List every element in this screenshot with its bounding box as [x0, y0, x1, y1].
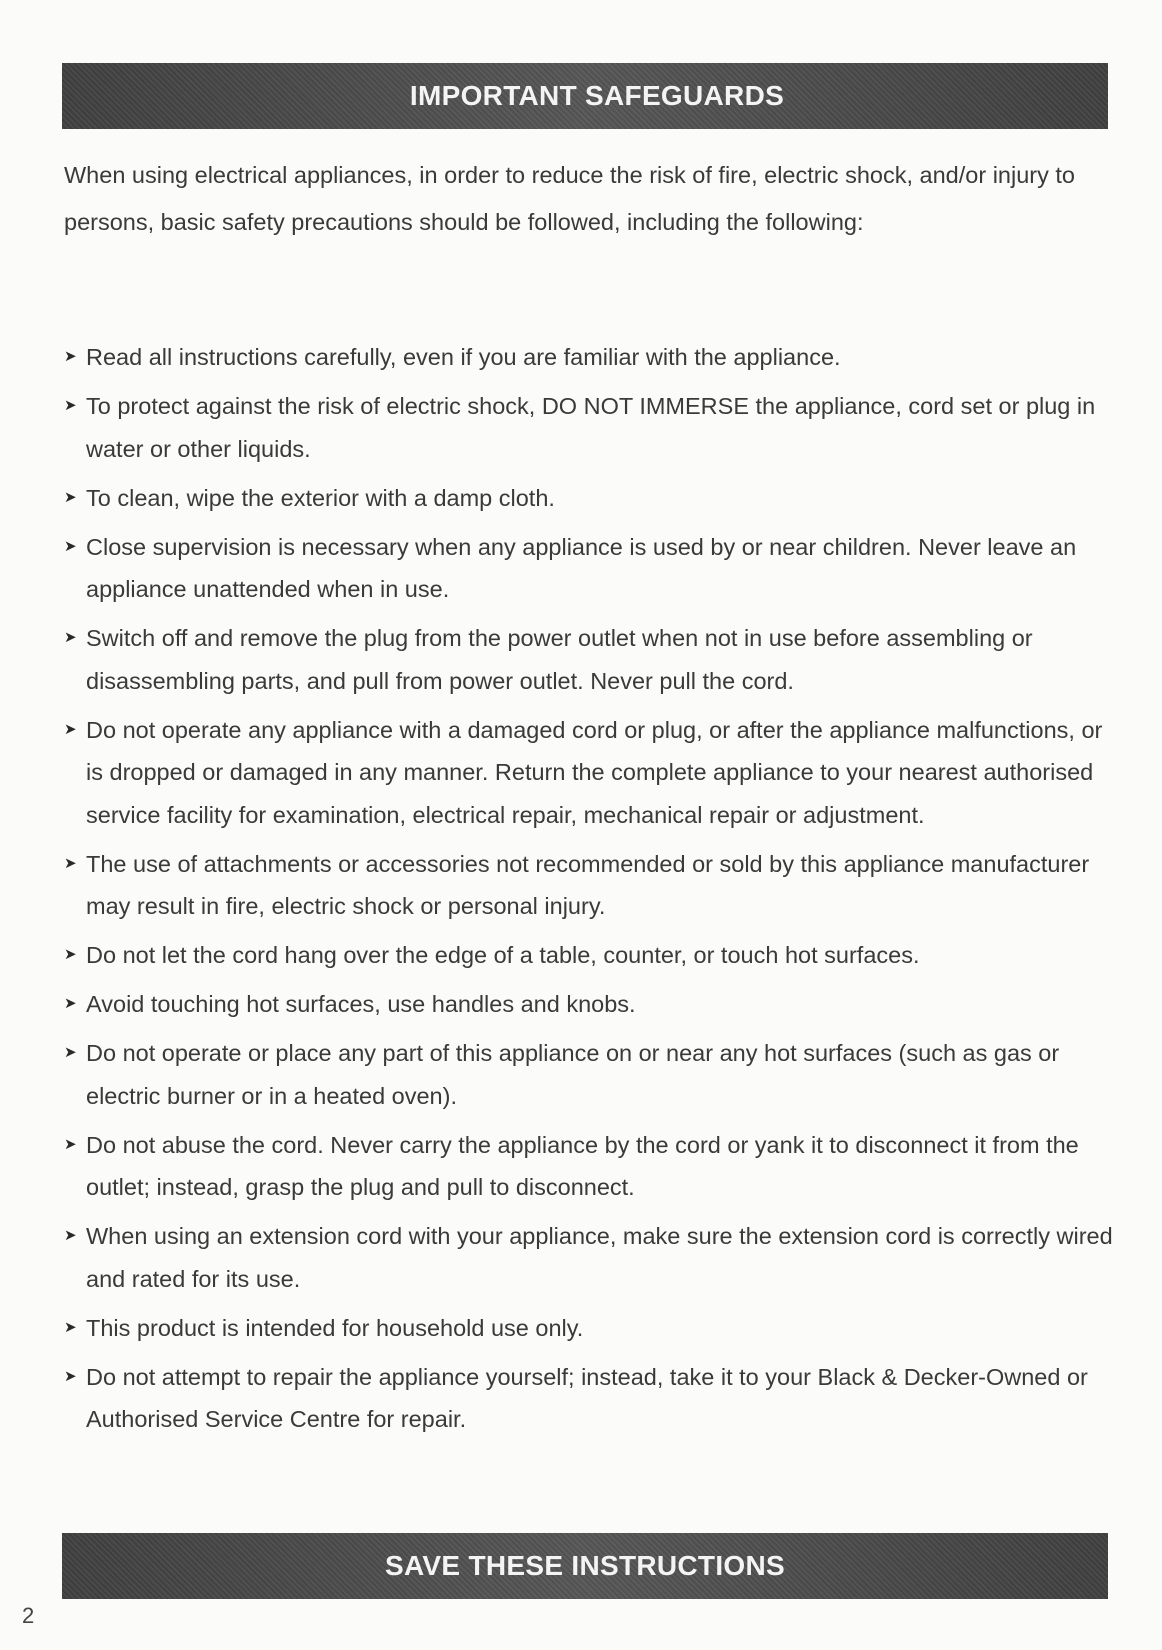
list-item-text: This product is intended for household use only. — [86, 1314, 584, 1341]
header-banner — [62, 63, 1108, 129]
list-item — [64, 477, 1124, 520]
list-item-text: Do not abuse the cord. Never carry the appliance by the cord or yank it to disconnect it from the outlet; instead, grasp the plug and pull to disconnect. — [86, 1131, 1079, 1200]
list-item — [64, 385, 1124, 470]
footer-banner — [62, 1533, 1108, 1599]
page-number: 2 — [22, 1603, 35, 1628]
list-item-text: When using an extension cord with your appliance, make sure the extension cord is correctly wired and rated for its use. — [86, 1223, 1113, 1292]
list-item — [64, 843, 1124, 928]
arrow-bullet-icon: ➤ — [64, 488, 77, 506]
list-item-text: Switch off and remove the plug from the power outlet when not in use before assembling or disassembling parts, and pull from power outlet. Never pull the cord. — [86, 625, 1033, 694]
list-item — [64, 526, 1124, 611]
arrow-bullet-icon: ➤ — [64, 629, 77, 646]
list-item — [64, 617, 1124, 702]
list-item — [64, 1124, 1124, 1209]
safeguard-list — [64, 336, 1124, 1447]
list-item-text: Do not attempt to repair the appliance yourself; instead, take it to your Black & Decker-Owned or Authorised Service Centre for repair. — [86, 1363, 1088, 1432]
list-item — [64, 336, 1124, 379]
list-item — [64, 983, 1124, 1026]
list-item — [64, 1307, 1124, 1350]
arrow-bullet-icon: ➤ — [64, 1044, 77, 1061]
list-item — [64, 934, 1124, 977]
arrow-bullet-icon: ➤ — [64, 1227, 77, 1244]
footer-title: SAVE THESE INSTRUCTIONS — [385, 1550, 785, 1581]
arrow-bullet-icon: ➤ — [64, 1318, 77, 1336]
arrow-bullet-icon: ➤ — [64, 348, 77, 365]
list-item — [64, 709, 1124, 837]
arrow-bullet-icon: ➤ — [64, 720, 77, 738]
arrow-bullet-icon: ➤ — [64, 1135, 77, 1153]
list-item-text: To clean, wipe the exterior with a damp cloth. — [86, 484, 555, 511]
list-item-text: To protect against the risk of electric shock, DO NOT IMMERSE the appliance, cord set or plug in water or other liquids. — [86, 393, 1096, 462]
list-item — [64, 1032, 1124, 1117]
list-item-text: Close supervision is necessary when any appliance is used by or near children. Never leave an appliance unattended when in use. — [86, 533, 1077, 602]
page-title: IMPORTANT SAFEGUARDS — [409, 80, 785, 111]
list-item-text: Do not operate or place any part of this appliance on or near any hot surfaces (such as gas or electric burner or in a heated oven). — [86, 1040, 1060, 1109]
arrow-bullet-icon: ➤ — [64, 1367, 77, 1385]
list-item — [64, 1215, 1124, 1300]
list-item-text: Do not operate any appliance with a damaged cord or plug, or after the appliance malfunctions, or is dropped or damaged in any manner. Return the complete appliance to your nearest authorised service facility for examination, electrical repair, mechanical repair or adjustment. — [86, 716, 1103, 828]
list-item-text: Do not let the cord hang over the edge of a table, counter, or touch hot surfaces. — [86, 942, 920, 968]
arrow-bullet-icon: ➤ — [64, 537, 77, 555]
arrow-bullet-icon: ➤ — [64, 946, 77, 963]
list-item — [64, 1356, 1124, 1441]
arrow-bullet-icon: ➤ — [64, 995, 77, 1012]
intro-paragraph: When using electrical appliances, in order to reduce the risk of fire, electric shock, and/or injury to persons, basic safety precautions should be followed, including the following: — [64, 162, 1075, 235]
arrow-bullet-icon: ➤ — [64, 854, 77, 872]
list-item-text: Avoid touching hot surfaces, use handles and knobs. — [86, 991, 636, 1017]
list-item-text: The use of attachments or accessories not recommended or sold by this appliance manufacturer may result in fire, electric shock or personal injury. — [86, 850, 1090, 919]
list-item-text: Read all instructions carefully, even if you are familiar with the appliance. — [86, 344, 841, 370]
arrow-bullet-icon: ➤ — [64, 397, 77, 414]
